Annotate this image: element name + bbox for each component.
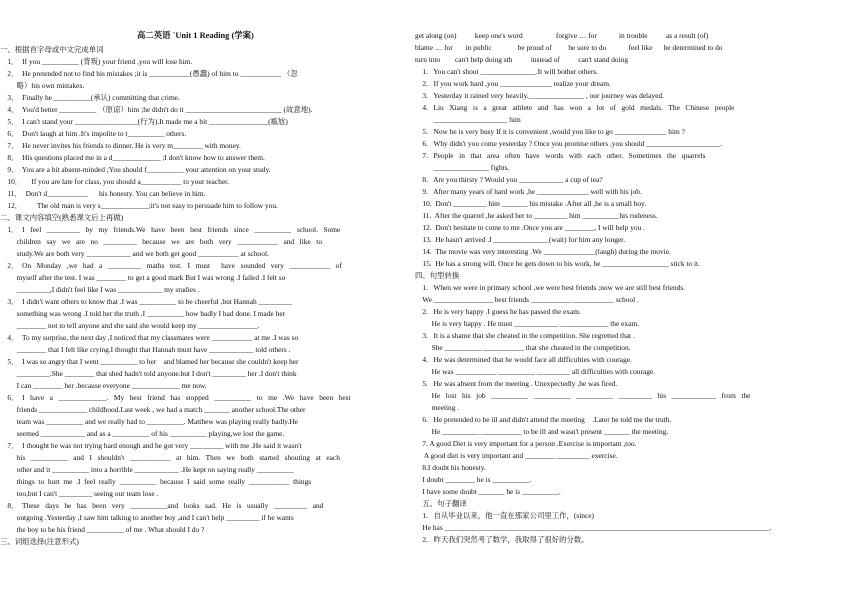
right-line-line: 3. Yesterday it rained very heavily._______________ , our journey was delayed. [415, 91, 664, 100]
left-line-line: ________ not to tell anyone and she said she would keep my ________________. [0, 321, 260, 330]
left-line-line: ________ that I felt like crying.I thought that Hannah must have ____________ told others . [0, 345, 291, 354]
right-line-line: He lost his job __________ __________ __________ _________ his ____________ from the [415, 391, 751, 400]
right-line-line: We ________________ best friends ___________ ___________ school . [415, 295, 639, 304]
left-line-line: too,but I can't _________ seeing our team lose . [0, 489, 159, 498]
right-line-line: ____________________ him [415, 115, 521, 124]
right-line-line: 6. Why didn't you come yesterday ? Once you promise others ,you should ____________________. [415, 139, 723, 148]
left-line-line: 7． He never invites his friends to dinner. He is very m________ with money. [0, 141, 241, 150]
right-line-line: 11. After the quarrel ,he asked her to _________ him __________his rudeness. [415, 211, 658, 220]
left-line-line: 略）his own mistakes. [0, 81, 85, 90]
left-line-line: myself after the test. I was ________ to get a good mark But I was wrong .I failed .I felt so [0, 273, 286, 282]
right-line-line: He is very happy . He must ____________ _____________ the exam. [415, 319, 639, 328]
right-line-line: 10. Don't _________ him _______ his mistake .After all ,he is a small boy. [415, 199, 647, 208]
right-line-line: I doubt ________ he is __________. [415, 475, 532, 484]
right-line-line: He was ___________ __________ _________ all difficulties with courage. [415, 367, 656, 376]
right-line-line: 9. After many years of hard work ,he ______________ well with his job. [415, 187, 642, 196]
right-line-line: 2. 昨天我们突然考了数学，我取得了很好的分数。 [415, 535, 589, 544]
left-line-line: 三、词组选择(注意形式) [0, 537, 79, 546]
right-line-line: 15. He has a strong will. Once he gets down to his work, he __________________ stick to it. [415, 259, 700, 268]
right-line-line: 7. A good Diet is very important for a person .Exercise is important ,too. [415, 439, 637, 448]
right-line-line: 7. People in that area often have words with each other. Sometimes the quarrels [415, 151, 706, 160]
left-line-line: 9． You are a bit absent-minded ;You should f__________ your attention on your study. [0, 165, 271, 174]
right-line-line: She __________ ___________ that she cheated in the competition. [415, 343, 631, 352]
right-line-line: 1. 自从毕业以来，他一直在那家公司里工作，(since) [415, 511, 595, 520]
left-line-line: 10． If you are late for class, you should a___________ to your teacher. [0, 177, 230, 186]
left-line-line: outgoing .Yesterday ,I saw him talking to another boy ,and I can't help _________ if he wants [0, 513, 294, 522]
left-line-line: the boy to be his friend __________ of me . What should I do ? [0, 525, 205, 534]
left-line-line: children say we are no _________ because we are both very ___________ and like to [0, 237, 323, 246]
left-line-line: things to hurt me .I feel really __________ because I said some really ___________ things [0, 477, 312, 486]
left-line-line: 4． To my surprise, the next day ,I noticed that my classmates were ___________ at me .I was so [0, 333, 299, 342]
left-line-line: 7． I thought he was not trying hard enough and he got very _________ with me .He said it wasn't [0, 441, 302, 450]
right-line-line: get along (on) keep one's word forgive … for in trouble as a result (of) [415, 31, 709, 40]
left-line-line: _________.She ________ that shed hadn't told anyone.but I don't _________ her .I don't think [0, 369, 297, 378]
left-line-line: _________,I didn't feel like I was ____________ my studies . [0, 285, 200, 294]
left-line-line: 3． I didn't want others to know that .I was __________ to be cheerful ,but Hannah _________ [0, 297, 292, 306]
right-line-line: 8. Are you thirsty ? Would you ____________ a cup of tea? [415, 175, 603, 184]
left-line-line: team was __________ and we really had to __________. Matthew was playing really badly.He [0, 417, 298, 426]
right-line-line: 4. He was determined that he would face all difficulties with courage. [415, 355, 632, 364]
right-line-line: 6. He pretended to be ill and didn't attend the meeting .Later he told me the truth. [415, 415, 672, 424]
left-line-line: 12． The old man is very s_____________;it's not easy to persuade him to follow you. [0, 201, 278, 210]
left-line-line: 二、课文内容填空(熟悉课文后上再做) [0, 213, 124, 222]
right-line-line: I have some doubt _______ he is __________. [415, 487, 561, 496]
left-line-line: 6． I have a _____________. My best friend has stopped __________ to me .We have been best [0, 393, 351, 402]
left-line-line: 一、根据首字母或中文完成单词 [0, 45, 104, 54]
right-line-line: meeting . [415, 403, 460, 412]
right-line-line: 12. Don't hesitate to come to me .Once you are ________, I will help you . [415, 223, 645, 232]
left-line-line: 2． He pretended not to find his mistakes ;it is ___________(愚蠢) of him to ___________ （忽 [0, 69, 298, 78]
left-line-line: 6． Don't laugh at him .It's impolite to t__________ others. [0, 129, 187, 138]
page-title: 高二英语 `Unit 1 Reading (学案) [137, 31, 254, 40]
left-line-line: his __________ and I shouldn't ___________ at him. Then we both started shouting at each [0, 453, 340, 462]
right-line-line: 13. He hasn't arrived .I _______________(wait) for him any longer. [415, 235, 626, 244]
left-line-line: 5． I was so angry that I went __________ to her and blamed her because she couldn't keep her [0, 357, 299, 366]
left-line-line: seemed ____________ and as a __________ of his __________ playing,we lost the game. [0, 429, 285, 438]
right-line-line: He has ________________________________________________________________________________________. [415, 523, 772, 532]
right-line-line: 2. If you work hard ,you ______________ realize your dream. [415, 79, 611, 88]
right-line-line: 4. Liu Xiang is a great athlete and has won a lot of gold medals. The Chinese people [415, 103, 735, 112]
right-line-line: 5. Now he is very busy If it is convenient ,would you like to go ______________ him ? [415, 127, 685, 136]
left-line-line: 3． Finally he __________(承认) committing that crime. [0, 93, 180, 102]
left-line-line: 11． Don't d___________ his honesty. You can believe in him. [0, 189, 206, 198]
right-line-line: 14. The movie was very interesting .We ______________(laugh) during the movie. [415, 247, 671, 256]
right-line-line: 5. He was absent from the meeting . Unexpectedly ,he was fired. [415, 379, 618, 388]
left-line-line: 4． You'd better __________ （原谅）him ;he didn't do it __________________________ (故意地). [0, 105, 313, 114]
left-line-line: 8． These days he has been very __________and looks sad. He is usually _________ and [0, 501, 324, 510]
left-line-line: I can ________ her .because everyone _____________ me now. [0, 381, 207, 390]
left-line-line: 5． I can't stand your _________________(行为).It made me a bit ________________(尴尬) [0, 117, 288, 126]
left-line-line: friends _____________ childhood.Last week , we had a match _______ another school.The other [0, 405, 306, 414]
right-line-line: turn into can't help doing sth instead of can't stand doing [415, 55, 629, 64]
left-line-line: 2． On Monday ,we had a _________ maths test. I must have sounded very ___________ of [0, 261, 342, 270]
left-line-line: 1． I feel _________ by my friends.We have been best friends since __________ school. Some [0, 225, 341, 234]
right-line-line: 2. He is very happy .I guess he has passed the exam. [415, 307, 581, 316]
left-line-line: study.We are both very ____________ and we both get good ___________ at school. [0, 249, 269, 258]
right-line-line: 四、句型转换 [415, 271, 460, 280]
right-line-line: _______________ fights. [415, 163, 510, 172]
right-line-line: A good diet is very important and ________ _________ exercise. [415, 451, 618, 460]
right-line-line: 8.I doubt his honesty. [415, 463, 486, 472]
right-line-line: 五、句子翻译 [415, 499, 467, 508]
right-line-line: 1. You can't shout _______________.It will bother others. [415, 67, 599, 76]
right-line-line: 3. It is a shame that she cheated in the competition. She regretted that . [415, 331, 635, 340]
left-line-line: 8． His questions placed me in a d_____________ ;I don't know how to answer them. [0, 153, 265, 162]
left-line-line: something was wrong .I told her the truth .I __________ how badly I had done. I made her [0, 309, 286, 318]
right-line-line: 1. When we were in primary school ,we were best friends ;now we are still best friends. [415, 283, 686, 292]
right-line-line: He __________ ___________ to be ill and wasn't present _______ the meeting. [415, 427, 669, 436]
left-line-line: other and it __________ into a horrible ____________ .He kept on saying really __________ [0, 465, 294, 474]
right-line-line: blame … for in public be proud of be sure to do feel like be determined to do [415, 43, 723, 52]
left-line-line: 1． If you __________ (背叛) your friend ,you will lose him. [0, 57, 193, 66]
